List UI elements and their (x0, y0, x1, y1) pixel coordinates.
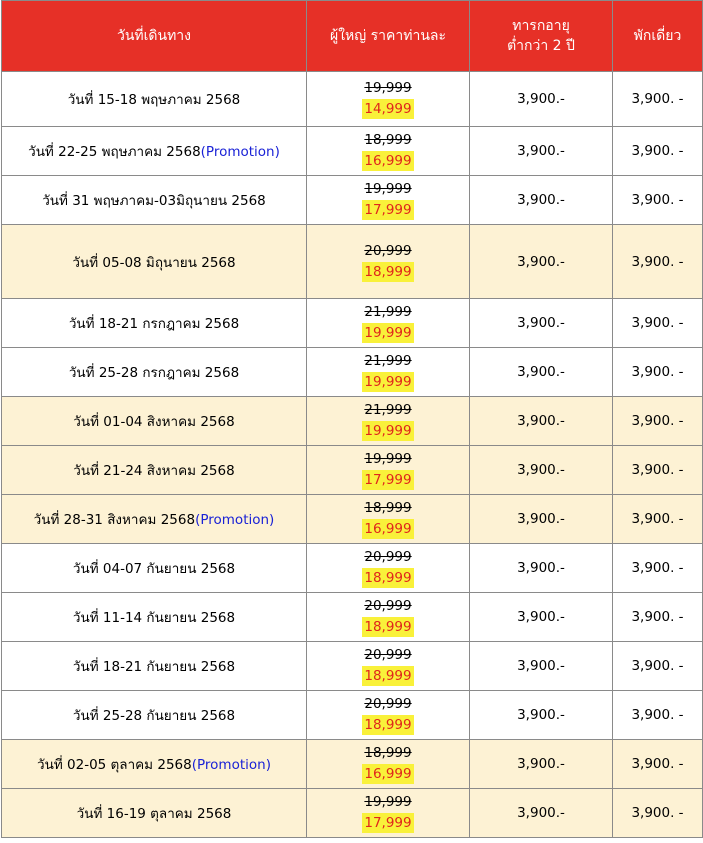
adult-price-cell (307, 72, 470, 127)
travel-date-cell (2, 127, 307, 176)
promotion-label: (Promotion) (195, 512, 275, 528)
infant-price: 3,900.- (470, 789, 613, 838)
original-price: 18,999 (364, 745, 412, 761)
table-row (2, 446, 703, 495)
table-row (2, 642, 703, 691)
travel-date-cell (2, 299, 307, 348)
travel-date-cell (2, 740, 307, 789)
sale-price: 17,999 (364, 202, 412, 218)
table-row (2, 299, 703, 348)
single-supplement: 3,900. - (613, 348, 703, 397)
original-price: 20,999 (364, 696, 412, 712)
sale-price: 16,999 (364, 766, 412, 782)
adult-price-cell (307, 446, 470, 495)
infant-price: 3,900.- (470, 593, 613, 642)
header-adult-price: ผู้ใหญ่ ราคาท่านละ (307, 1, 470, 72)
travel-date: วันที่ 11-14 กันยายน 2568 (72, 610, 236, 626)
sale-price: 18,999 (364, 619, 412, 635)
adult-price-cell (307, 176, 470, 225)
sale-price: 18,999 (364, 668, 412, 684)
travel-date-cell (2, 348, 307, 397)
original-price: 21,999 (364, 402, 412, 418)
adult-price-cell (307, 593, 470, 642)
sale-price: 18,999 (364, 717, 412, 733)
table-row (2, 495, 703, 544)
original-price: 18,999 (364, 500, 412, 516)
table-row (2, 789, 703, 838)
sale-price: 19,999 (364, 423, 412, 439)
travel-date: วันที่ 18-21 กันยายน 2568 (72, 659, 236, 675)
sale-price: 14,999 (364, 101, 412, 117)
promotion-label: (Promotion) (200, 144, 280, 160)
adult-price-cell (307, 544, 470, 593)
infant-price: 3,900.- (470, 446, 613, 495)
infant-price: 3,900.- (470, 642, 613, 691)
sale-price: 18,999 (364, 263, 412, 280)
table-row (2, 225, 703, 299)
header-infant-price (470, 1, 613, 72)
infant-price: 3,900.- (470, 740, 613, 789)
promotion-label: (Promotion) (191, 757, 271, 773)
travel-date: วันที่ 25-28 กันยายน 2568 (72, 708, 236, 724)
travel-date: วันที่ 22-25 พฤษภาคม 2568 (28, 144, 201, 160)
travel-date: วันที่ 05-08 มิถุนายน 2568 (72, 254, 236, 271)
sale-price: 17,999 (364, 815, 412, 831)
single-supplement: 3,900. - (613, 299, 703, 348)
infant-price: 3,900.- (470, 127, 613, 176)
infant-price: 3,900.- (470, 348, 613, 397)
travel-date-cell (2, 495, 307, 544)
header-row (2, 1, 703, 72)
sale-price: 16,999 (364, 153, 412, 169)
table-row (2, 72, 703, 127)
single-supplement: 3,900. - (613, 691, 703, 740)
travel-date-cell (2, 397, 307, 446)
adult-price-cell (307, 789, 470, 838)
infant-price: 3,900.- (470, 299, 613, 348)
single-supplement: 3,900. - (613, 544, 703, 593)
original-price: 21,999 (364, 353, 412, 369)
single-supplement: 3,900. - (613, 446, 703, 495)
adult-price-cell (307, 127, 470, 176)
travel-date: วันที่ 21-24 สิงหาคม 2568 (73, 463, 235, 479)
adult-price-cell (307, 225, 470, 299)
original-price: 20,999 (364, 598, 412, 614)
sale-price: 19,999 (364, 325, 412, 341)
table-row (2, 176, 703, 225)
adult-price-cell (307, 691, 470, 740)
travel-date: วันที่ 31 พฤษภาคม-03มิถุนายน 2568 (42, 193, 266, 209)
original-price: 19,999 (364, 451, 412, 467)
single-supplement: 3,900. - (613, 225, 703, 299)
sale-price: 18,999 (364, 570, 412, 586)
sale-price: 19,999 (364, 374, 412, 390)
single-supplement: 3,900. - (613, 176, 703, 225)
travel-date-cell (2, 446, 307, 495)
header-infant-line2: ต่ำกว่า 2 ปี (507, 38, 575, 54)
single-supplement: 3,900. - (613, 127, 703, 176)
table-row (2, 740, 703, 789)
infant-price: 3,900.- (470, 691, 613, 740)
travel-date-cell (2, 593, 307, 642)
table-row (2, 127, 703, 176)
infant-price: 3,900.- (470, 544, 613, 593)
table-row (2, 397, 703, 446)
original-price: 19,999 (364, 80, 412, 96)
travel-date: วันที่ 25-28 กรกฎาคม 2568 (68, 365, 240, 381)
adult-price-cell (307, 299, 470, 348)
original-price: 21,999 (364, 304, 412, 320)
sale-price: 17,999 (364, 472, 412, 488)
single-supplement: 3,900. - (613, 740, 703, 789)
travel-date-cell (2, 691, 307, 740)
original-price: 19,999 (364, 794, 412, 810)
travel-date-cell (2, 544, 307, 593)
travel-date-cell (2, 642, 307, 691)
travel-date: วันที่ 28-31 สิงหาคม 2568 (33, 512, 196, 528)
travel-date: วันที่ 02-05 ตุลาคม 2568 (37, 757, 192, 773)
original-price: 20,999 (364, 647, 412, 663)
travel-date-cell (2, 72, 307, 127)
travel-date: วันที่ 16-19 ตุลาคม 2568 (76, 806, 232, 822)
table-row (2, 691, 703, 740)
original-price: 19,999 (364, 181, 412, 197)
header-infant-line1: ทารกอายุ (512, 18, 570, 34)
single-supplement: 3,900. - (613, 495, 703, 544)
single-supplement: 3,900. - (613, 789, 703, 838)
single-supplement: 3,900. - (613, 72, 703, 127)
price-table (1, 0, 703, 838)
single-supplement: 3,900. - (613, 593, 703, 642)
travel-date: วันที่ 18-21 กรกฎาคม 2568 (68, 316, 240, 332)
original-price: 20,999 (364, 549, 412, 565)
travel-date-cell (2, 789, 307, 838)
header-single-supplement: พักเดี่ยว (613, 1, 703, 72)
travel-date: วันที่ 04-07 กันยายน 2568 (72, 561, 236, 577)
infant-price: 3,900.- (470, 397, 613, 446)
infant-price: 3,900.- (470, 72, 613, 127)
table-row (2, 593, 703, 642)
infant-price: 3,900.- (470, 176, 613, 225)
single-supplement: 3,900. - (613, 397, 703, 446)
original-price: 20,999 (364, 242, 412, 259)
table-row (2, 544, 703, 593)
infant-price: 3,900.- (470, 225, 613, 299)
adult-price-cell (307, 740, 470, 789)
header-date: วันที่เดินทาง (2, 1, 307, 72)
travel-date: วันที่ 15-18 พฤษภาคม 2568 (67, 92, 241, 108)
table-row (2, 348, 703, 397)
travel-date-cell (2, 225, 307, 299)
original-price: 18,999 (364, 132, 412, 148)
adult-price-cell (307, 397, 470, 446)
travel-date: วันที่ 01-04 สิงหาคม 2568 (73, 414, 235, 430)
infant-price: 3,900.- (470, 495, 613, 544)
adult-price-cell (307, 495, 470, 544)
adult-price-cell (307, 348, 470, 397)
travel-date-cell (2, 176, 307, 225)
single-supplement: 3,900. - (613, 642, 703, 691)
sale-price: 16,999 (364, 521, 412, 537)
adult-price-cell (307, 642, 470, 691)
